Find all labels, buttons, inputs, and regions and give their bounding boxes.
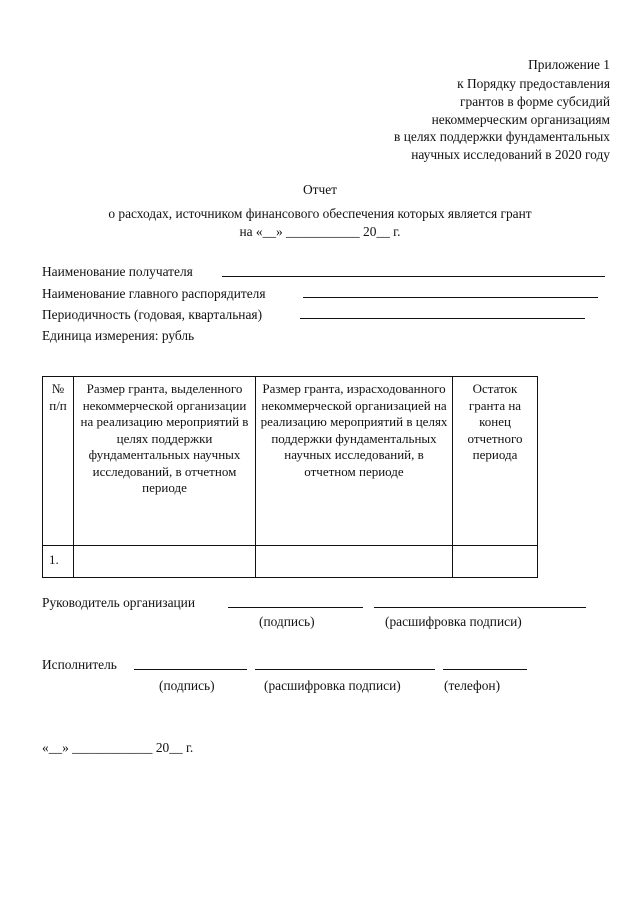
head-decode-line[interactable] <box>374 607 586 608</box>
appendix-line-2: к Порядку предоставления <box>457 76 610 91</box>
manager-input-line[interactable] <box>303 297 598 298</box>
recipient-input-line[interactable] <box>222 276 605 277</box>
period-input-line[interactable] <box>300 318 585 319</box>
row-number-cell: 1. <box>43 546 74 578</box>
executor-signature-caption: (подпись) <box>159 678 215 693</box>
head-signature-line[interactable] <box>228 607 363 608</box>
row-remaining-cell[interactable] <box>453 546 538 578</box>
row-spent-cell[interactable] <box>256 546 453 578</box>
row-allocated-cell[interactable] <box>74 546 256 578</box>
period-field <box>42 306 262 323</box>
appendix-line-3: грантов в форме субсидий <box>460 94 610 109</box>
head-decode-caption: (расшифровка подписи) <box>385 614 522 629</box>
recipient-field <box>42 263 193 280</box>
head-label: Руководитель организации <box>42 595 196 610</box>
header-allocated-grant: Размер гранта, выделенного некоммерческой организации на реализацию мероприятий в целях поддержки фундаментальных научных исследований, в отчетном периоде <box>74 377 256 546</box>
report-date-line: на «__» ___________ 20__ г. <box>239 224 401 239</box>
report-title: Отчет <box>302 182 338 197</box>
period-label: Периодичность (годовая, квартальная) <box>42 307 263 322</box>
table-row <box>43 546 538 578</box>
head-signature-caption: (подпись) <box>259 614 315 629</box>
header-remaining-grant: Остаток гранта на конец отчетного периода <box>453 377 538 546</box>
appendix-line-4: некоммерческим организациям <box>431 112 610 127</box>
executor-label: Исполнитель <box>42 657 117 672</box>
grant-report-table <box>42 376 538 578</box>
appendix-line-1: Приложение 1 <box>528 57 610 72</box>
executor-phone-line[interactable] <box>443 669 527 670</box>
executor-decode-caption: (расшифровка подписи) <box>264 678 401 693</box>
executor-decode-line[interactable] <box>255 669 435 670</box>
executor-signature-line[interactable] <box>134 669 247 670</box>
header-number: № п/п <box>43 377 74 546</box>
header-spent-grant: Размер гранта, израсходованного некоммерческой организацией на реализацию мероприятий в целях поддержки фундаментальных научных исследований, в отчетном периоде <box>256 377 453 546</box>
manager-label: Наименование главного распорядителя <box>42 286 266 301</box>
appendix-line-6: научных исследований в 2020 году <box>411 147 610 162</box>
report-subtitle: о расходах, источником финансового обеспечения которых является грант <box>108 206 532 221</box>
unit-label: Единица измерения: рубль <box>42 328 195 343</box>
signature-date-line: «__» ____________ 20__ г. <box>42 740 194 755</box>
recipient-label: Наименование получателя <box>42 264 193 279</box>
table-header-row <box>43 377 538 546</box>
manager-field <box>42 285 266 302</box>
executor-phone-caption: (телефон) <box>444 678 501 693</box>
appendix-line-5: в целях поддержки фундаментальных <box>394 129 610 144</box>
